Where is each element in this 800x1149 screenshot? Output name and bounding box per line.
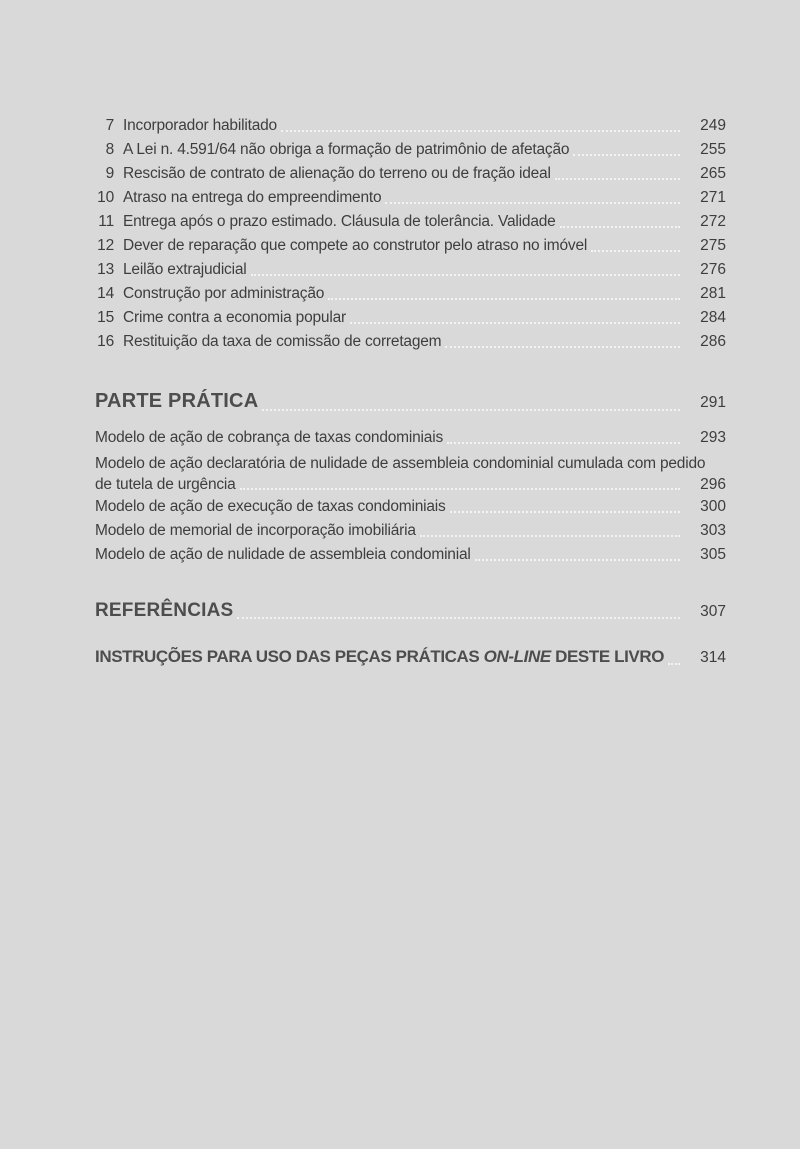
- page-number: 286: [700, 333, 726, 350]
- page-number: 293: [700, 429, 726, 446]
- page-number: 307: [700, 603, 726, 620]
- toc-row: [95, 162, 726, 186]
- page-number: 291: [700, 394, 726, 411]
- toc-row-parte-pratica: [95, 386, 726, 418]
- page-number: 271: [700, 189, 726, 206]
- section-heading-instrucoes: [95, 643, 664, 671]
- page-number: 296: [700, 476, 726, 493]
- page-number: 276: [700, 261, 726, 278]
- toc-row: [95, 234, 726, 258]
- toc-row: [95, 330, 726, 354]
- dot-leader: [240, 488, 680, 490]
- toc-row-referencias: [95, 597, 726, 626]
- entry-label: Modelo de memorial de incorporação imobiliária: [95, 522, 416, 539]
- chapter-items-section: [95, 114, 726, 354]
- chapter-number: 16: [97, 333, 114, 350]
- toc-row: [95, 306, 726, 330]
- dot-leader: [350, 322, 680, 324]
- entry-label: Crime contra a economia popular: [123, 309, 346, 326]
- entry-label: Restituição da taxa de comissão de corretagem: [123, 333, 442, 350]
- page-number: 281: [700, 285, 726, 302]
- dot-leader: [281, 130, 680, 132]
- dot-leader: [262, 409, 680, 411]
- entry-label: de tutela de urgência: [95, 476, 236, 493]
- heading-italic-text: ON-LINE: [483, 647, 551, 666]
- chapter-number: 9: [105, 165, 114, 182]
- entry-label: Rescisão de contrato de alienação do terreno ou de fração ideal: [123, 165, 551, 182]
- dot-leader: [475, 559, 680, 561]
- dot-leader: [450, 511, 680, 513]
- toc-row: [95, 282, 726, 306]
- page-number: 314: [700, 649, 727, 666]
- toc-row: [95, 210, 726, 234]
- heading-text: DESTE LIVRO: [550, 647, 665, 666]
- chapter-number: 10: [97, 189, 114, 206]
- dot-leader: [591, 250, 680, 252]
- dot-leader: [445, 346, 680, 348]
- entry-label: Leilão extrajudicial: [123, 261, 247, 278]
- entry-label: Modelo de ação de execução de taxas condominiais: [95, 498, 446, 515]
- toc-row: [95, 138, 726, 162]
- page-number: 265: [700, 165, 726, 182]
- section-heading-referencias: REFERÊNCIAS: [95, 600, 234, 621]
- toc-row-instrucoes: [95, 643, 726, 672]
- page-number: 249: [700, 117, 726, 134]
- section-heading-parte-pratica: PARTE PRÁTICA: [95, 390, 259, 412]
- entry-label: Dever de reparação que compete ao construtor pelo atraso no imóvel: [123, 237, 588, 254]
- entry-label: Incorporador habilitado: [123, 117, 277, 134]
- page-number: 305: [700, 546, 726, 563]
- chapter-number: 11: [98, 213, 114, 230]
- dot-leader: [668, 663, 680, 665]
- heading-text: INSTRUÇÕES PARA USO DAS PEÇAS PRÁTICAS: [95, 647, 484, 666]
- chapter-number: 13: [97, 261, 114, 278]
- entry-label: Modelo de ação de cobrança de taxas condominiais: [95, 429, 443, 446]
- toc-row: [95, 519, 726, 543]
- toc-row: [95, 495, 726, 519]
- toc-row: [95, 114, 726, 138]
- dot-leader: [447, 442, 680, 444]
- page-number: 284: [700, 309, 726, 326]
- chapter-number: 14: [97, 285, 114, 302]
- dot-leader: [420, 535, 680, 537]
- toc-row-continuation: [95, 474, 726, 495]
- toc-row: [95, 258, 726, 282]
- entry-label: A Lei n. 4.591/64 não obriga a formação de patrimônio de afetação: [123, 141, 570, 158]
- dot-leader: [328, 298, 680, 300]
- chapter-number: 8: [105, 141, 114, 158]
- entry-label: Entrega após o prazo estimado. Cláusula de tolerância. Validade: [123, 213, 556, 230]
- dot-leader: [251, 274, 680, 276]
- chapter-number: 7: [105, 117, 114, 134]
- page-number: 272: [700, 213, 726, 230]
- dot-leader: [560, 226, 680, 228]
- dot-leader: [385, 202, 680, 204]
- toc-row: [95, 450, 726, 495]
- toc-row: [95, 543, 726, 567]
- page-number: 255: [700, 141, 726, 158]
- entry-label: Construção por administração: [123, 285, 325, 302]
- entry-label: Modelo de ação declaratória de nulidade de assembleia condominial cumulada com pedido: [95, 455, 706, 472]
- dot-leader: [555, 178, 680, 180]
- entry-label: Modelo de ação de nulidade de assembleia condominial: [95, 546, 471, 563]
- modelo-items-section: [95, 426, 726, 567]
- entry-label: Atraso na entrega do empreendimento: [123, 189, 382, 206]
- chapter-number: 15: [97, 309, 114, 326]
- page-number: 300: [700, 498, 726, 515]
- page-number: 303: [700, 522, 726, 539]
- toc-row: [95, 426, 726, 450]
- dot-leader: [237, 617, 680, 619]
- toc-row: [95, 186, 726, 210]
- dot-leader: [573, 154, 680, 156]
- chapter-number: 12: [97, 237, 114, 254]
- page-number: 275: [700, 237, 726, 254]
